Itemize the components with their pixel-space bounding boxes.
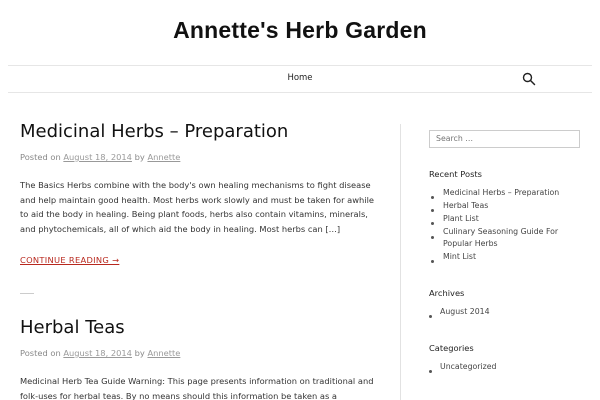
search-icon[interactable] [522, 72, 536, 86]
sidebar-divider [400, 124, 401, 400]
bullet-icon [431, 260, 434, 263]
posted-on-label: Posted on [20, 152, 61, 162]
post-meta [20, 348, 380, 358]
bullet-icon [431, 209, 434, 212]
post-author-link[interactable]: Annette [147, 348, 181, 358]
archives-heading: Archives [429, 288, 465, 298]
recent-posts-list [429, 187, 580, 264]
post-meta [20, 152, 380, 162]
categories-heading: Categories [429, 343, 474, 353]
recent-post-item[interactable]: Culinary Seasoning Guide For Popular Herbs [429, 226, 580, 251]
main-navigation [8, 65, 592, 93]
continue-reading-link[interactable]: CONTINUE READING → [20, 255, 120, 265]
recent-post-item[interactable]: Herbal Teas [429, 200, 580, 213]
recent-post-item[interactable]: Medicinal Herbs – Preparation [429, 187, 580, 200]
post-author-link[interactable]: Annette [147, 152, 181, 162]
categories-list [429, 361, 580, 374]
bullet-icon [429, 370, 432, 373]
bullet-icon [431, 222, 434, 225]
bullet-icon [431, 236, 434, 239]
archives-list [429, 306, 580, 319]
bullet-icon [431, 196, 434, 199]
posted-on-label: Posted on [20, 348, 61, 358]
bullet-icon [429, 315, 432, 318]
archive-item[interactable]: August 2014 [429, 306, 580, 319]
by-label: by [134, 348, 145, 358]
recent-post-item[interactable]: Mint List [429, 251, 580, 264]
category-item[interactable]: Uncategorized [429, 361, 580, 374]
post-date-link[interactable]: August 18, 2014 [63, 348, 132, 358]
sidebar [429, 126, 580, 371]
recent-posts-heading: Recent Posts [429, 169, 482, 179]
post-title-link[interactable]: Medicinal Herbs – Preparation [20, 121, 289, 142]
post-excerpt: Medicinal Herb Tea Guide Warning: This page presents information on traditional and folk-uses for herbal teas. By no means should this information be taken as a [20, 376, 374, 400]
post-title-link[interactable]: Herbal Teas [20, 317, 125, 338]
post-article [20, 121, 380, 267]
recent-post-item[interactable]: Plant List [429, 213, 580, 226]
post-article [20, 317, 380, 400]
search-input[interactable] [429, 130, 580, 148]
site-title[interactable]: Annette's Herb Garden [173, 17, 427, 43]
post-date-link[interactable]: August 18, 2014 [63, 152, 132, 162]
by-label: by [134, 152, 145, 162]
post-divider [20, 293, 34, 294]
post-excerpt: The Basics Herbs combine with the body's own healing mechanisms to fight disease and help maintain good health. Most herbs work slowly and must be taken for awhile to aid the body in healing. Being plant foods, herbs also contain vitamins, minerals, and phytochemicals, all of which aid the body in healing. Most herbs can […] [20, 180, 374, 234]
nav-item-home[interactable]: Home [287, 73, 313, 83]
